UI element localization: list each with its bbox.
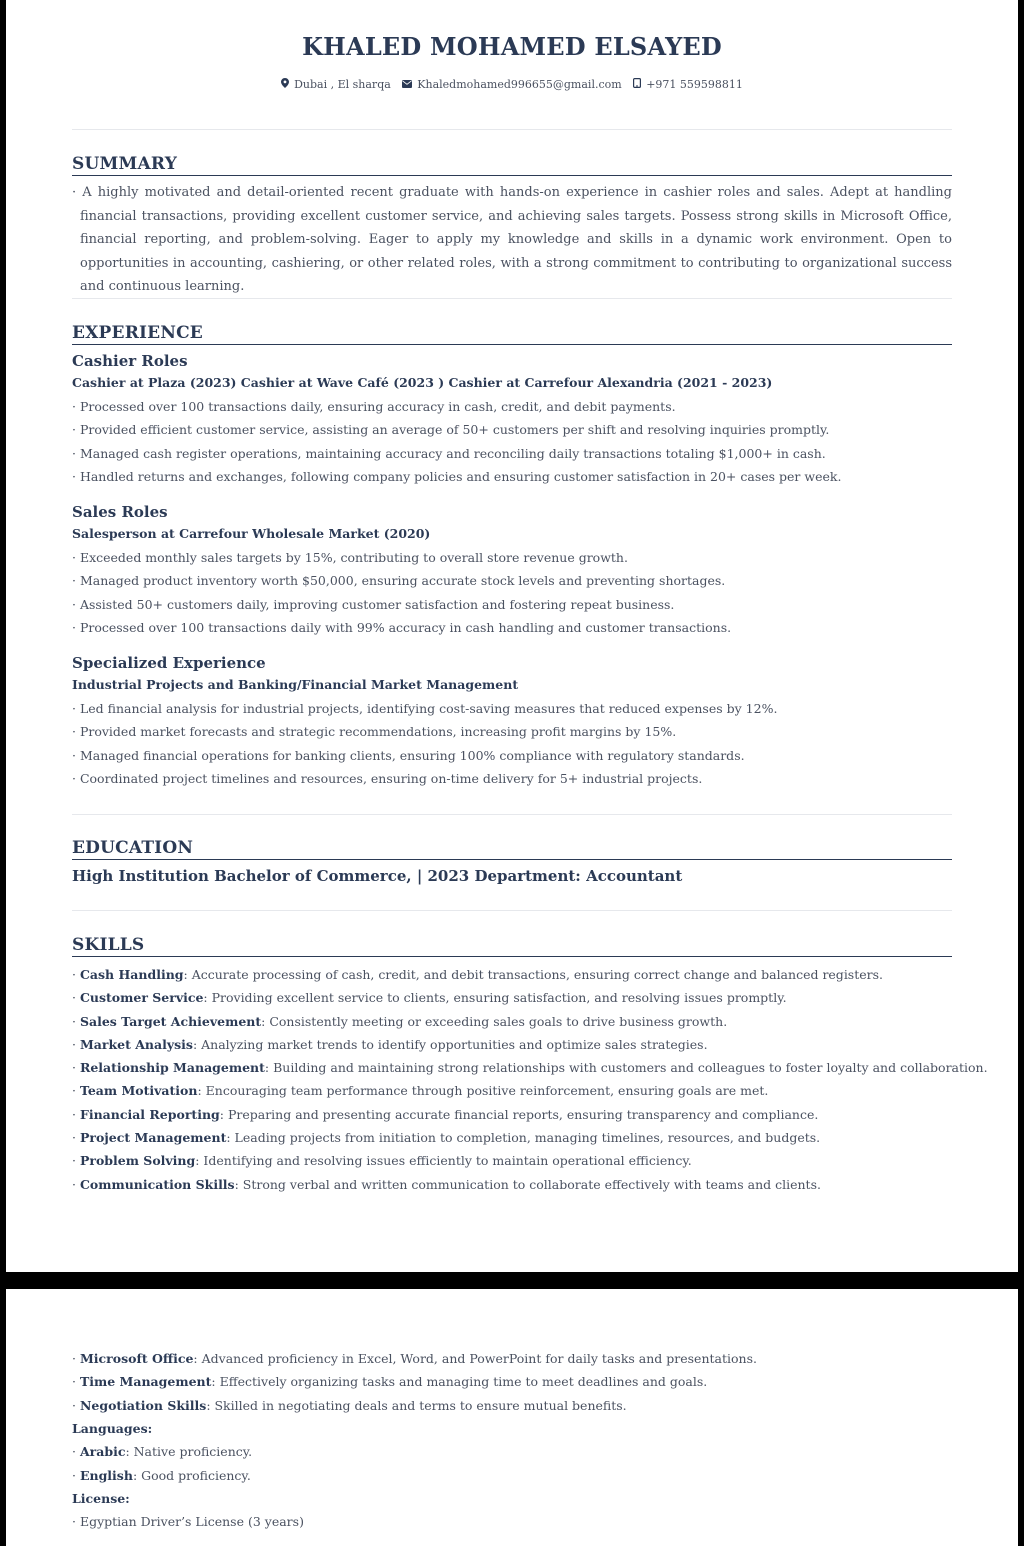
section-title-education: EDUCATION: [72, 838, 952, 860]
section-title-experience: EXPERIENCE: [72, 323, 952, 345]
divider: [72, 814, 952, 815]
experience-group-heading: Specialized Experience: [72, 654, 266, 672]
list-item: · Led financial analysis for industrial projects, identifying cost-saving measures that reduced expenses by 12%.: [72, 697, 952, 720]
map-pin-icon: [281, 78, 289, 91]
license-list: [72, 1510, 952, 1533]
divider: [72, 910, 952, 911]
skill-item: · Cash Handling: Accurate processing of cash, credit, and debit transactions, ensuring correct change and balanced registers.: [72, 963, 952, 986]
skill-item: · Microsoft Office: Advanced proficiency in Excel, Word, and PowerPoint for daily tasks and presentations.: [72, 1347, 952, 1370]
list-item: · Assisted 50+ customers daily, improving customer satisfaction and fostering repeat business.: [72, 593, 952, 616]
experience-group-heading: Sales Roles: [72, 503, 168, 521]
contact-line: [6, 78, 1018, 91]
languages-label: Languages:: [72, 1421, 153, 1436]
envelope-icon: [402, 80, 412, 91]
skill-item: · Financial Reporting: Preparing and presenting accurate financial reports, ensuring transparency and compliance.: [72, 1103, 952, 1126]
list-item: · Provided market forecasts and strategic recommendations, increasing profit margins by 15%.: [72, 720, 952, 743]
skills-list-continued: [72, 1347, 952, 1417]
skill-item: · Negotiation Skills: Skilled in negotiating deals and terms to ensure mutual benefits.: [72, 1394, 952, 1417]
section-title-summary: SUMMARY: [72, 154, 952, 176]
skill-item: · Communication Skills: Strong verbal and written communication to collaborate effectively with teams and clients.: [72, 1173, 952, 1196]
resume-page-1: [6, 0, 1018, 1272]
languages-block: [72, 1417, 952, 1533]
languages-list: [72, 1440, 952, 1487]
summary-text: · A highly motivated and detail-oriented recent graduate with hands-on experience in cashier roles and sales. Adept at handling financial transactions, providing excellent customer service, and achieving sales targets. Possess strong skills in Microsoft Office, financial reporting, and problem-solving. Eager to apply my knowledge and skills in a dynamic work environment. Open to opportunities in accounting, cashiering, or other related roles, with a strong commitment to contributing to organizational success and continuous learning.: [72, 185, 953, 295]
skill-item: · Sales Target Achievement: Consistently meeting or exceeding sales goals to drive business growth.: [72, 1010, 952, 1033]
summary-paragraph: A highly motivated and detail-oriented recent graduate with hands-on experience in cashier roles and sales. Adept at handling financial transactions, providing excellent customer service, and achieving sales targets. Possess strong skills in Microsoft Office, financial reporting, and problem-solving. Eager to apply my knowledge and skills in a dynamic work environment. Open to opportunities in accounting, cashiering, or other related roles, with a strong commitment to contributing to organizational success and continuous learning.: [80, 185, 953, 295]
experience-roles: Salesperson at Carrefour Wholesale Market (2020): [72, 526, 431, 541]
resume-page-2: [6, 1289, 1018, 1546]
skill-item: · Customer Service: Providing excellent service to clients, ensuring satisfaction, and resolving issues promptly.: [72, 986, 952, 1009]
experience-bullets: [72, 395, 952, 488]
experience-bullets: [72, 546, 952, 639]
phone-text[interactable]: +971 559598811: [646, 78, 743, 91]
education-entry: High Institution Bachelor of Commerce, | 2023 Department: Accountant: [72, 867, 683, 885]
email-text[interactable]: Khaledmohamed996655@gmail.com: [417, 78, 622, 91]
contact-phone[interactable]: [633, 78, 743, 91]
license-item: · Egyptian Driver’s License (3 years): [72, 1510, 952, 1533]
list-item: · Processed over 100 transactions daily, ensuring accuracy in cash, credit, and debit payments.: [72, 395, 952, 418]
skill-item: · Team Motivation: Encouraging team performance through positive reinforcement, ensuring goals are met.: [72, 1079, 952, 1102]
skills-list: [72, 963, 988, 1196]
experience-roles: Cashier at Plaza (2023) Cashier at Wave Café (2023 ) Cashier at Carrefour Alexandria (2021 - 2023): [72, 375, 773, 390]
skill-item: · Relationship Management: Building and maintaining strong relationships with customers and colleagues to foster loyalty and collaboration.: [72, 1056, 952, 1079]
divider: [72, 298, 952, 299]
contact-location: [281, 78, 391, 91]
language-item: · English: Good proficiency.: [72, 1464, 952, 1487]
location-text: Dubai , El sharqa: [294, 78, 391, 91]
skill-item: · Project Management: Leading projects from initiation to completion, managing timelines, resources, and budgets.: [72, 1126, 952, 1149]
list-item: · Managed financial operations for banking clients, ensuring 100% compliance with regulatory standards.: [72, 744, 952, 767]
skill-item: · Market Analysis: Analyzing market trends to identify opportunities and optimize sales strategies.: [72, 1033, 952, 1056]
list-item: · Coordinated project timelines and resources, ensuring on-time delivery for 5+ industrial projects.: [72, 767, 952, 790]
divider: [72, 129, 952, 130]
skill-item: · Time Management: Effectively organizing tasks and managing time to meet deadlines and goals.: [72, 1370, 952, 1393]
candidate-name: KHALED MOHAMED ELSAYED: [302, 32, 722, 61]
section-title-skills: SKILLS: [72, 935, 952, 957]
contact-email[interactable]: [402, 78, 621, 91]
list-item: · Processed over 100 transactions daily with 99% accuracy in cash handling and customer transactions.: [72, 616, 952, 639]
list-item: · Provided efficient customer service, assisting an average of 50+ customers per shift and resolving inquiries promptly.: [72, 418, 952, 441]
experience-bullets: [72, 697, 952, 790]
list-item: · Handled returns and exchanges, following company policies and ensuring customer satisfaction in 20+ cases per week.: [72, 465, 952, 488]
experience-roles: Industrial Projects and Banking/Financial Market Management: [72, 677, 519, 692]
list-item: · Exceeded monthly sales targets by 15%, contributing to overall store revenue growth.: [72, 546, 952, 569]
skill-item: · Problem Solving: Identifying and resolving issues efficiently to maintain operational efficiency.: [72, 1149, 952, 1172]
license-label: License:: [72, 1490, 130, 1506]
experience-group-heading: Cashier Roles: [72, 352, 188, 370]
list-item: · Managed cash register operations, maintaining accuracy and reconciling daily transactions totaling $1,000+ in cash.: [72, 442, 952, 465]
language-item: · Arabic: Native proficiency.: [72, 1440, 952, 1463]
phone-icon: [633, 78, 641, 91]
list-item: · Managed product inventory worth $50,000, ensuring accurate stock levels and preventing shortages.: [72, 569, 952, 592]
